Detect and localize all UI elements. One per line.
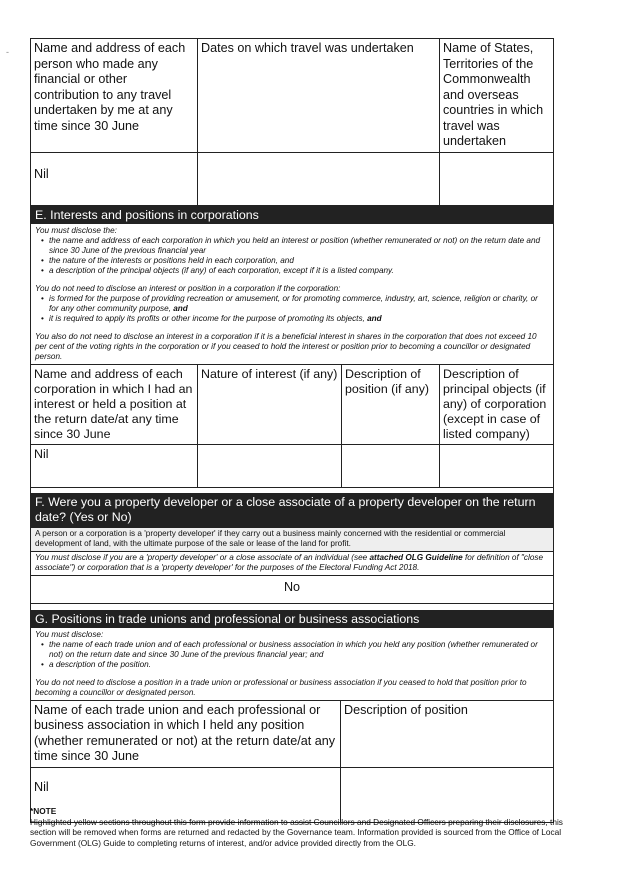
travel-header-contributor: Name and address of each person who made any financial or other contribution to any travel undertaken by me at any time since 30 June (31, 39, 198, 153)
list-item: • a description of the principal objects (if any) of each corporation, except if it is a listed company. (43, 266, 549, 276)
section-e-must-intro: You must disclose the: (35, 225, 117, 235)
list-item: • the name of each trade union and of each professional or business association in which you held any position (whether remunerated or not) on the return date and since 30 June of the previous financial year; and (43, 640, 549, 660)
corp-header-objects: Description of principal objects (if any) of corporation (except in case of listed company) (440, 364, 554, 444)
list-item: • the name and address of each corporation in which you held an interest or position (whether remunerated or not) on the return date and since 30 June of the previous financial year (43, 236, 549, 256)
section-g-must-intro: You must disclose: (35, 629, 104, 639)
travel-cell-dates (198, 152, 440, 205)
section-f-heading: F. Were you a property developer or a close associate of a property developer on the return date? (Yes or No) (30, 493, 554, 528)
corp-cell-nature (198, 444, 342, 487)
list-item: • is formed for the purpose of providing recreation or amusement, or for promoting commerce, industry, art, science, religion or charity, or for any other community purpose, and (43, 294, 549, 314)
union-cell-nil: Nil (31, 767, 341, 822)
section-e-also-text: You also do not need to disclose an interest in a corporation if it is a beneficial interest in shares in the corporation that does not exceed 10 per cent of the voting rights in the corporation or if you ceased to hold the interest or position prior to becoming a councillor or designated person. (35, 331, 537, 361)
table-header-row (31, 39, 554, 153)
travel-table (30, 38, 554, 206)
footnote-title: *NOTE (30, 806, 57, 816)
section-e-instructions (30, 224, 554, 364)
section-g-heading: G. Positions in trade unions and professional or business associations (30, 610, 554, 628)
union-header-description: Description of position (341, 700, 554, 767)
table-row (31, 444, 554, 487)
table-header-row (31, 700, 554, 767)
travel-header-dates: Dates on which travel was undertaken (198, 39, 440, 153)
footnote-text: Highlighted yellow sections throughout this form provide information to assist Councillors and Designated Officers preparing their disclosures, this section will be removed when forms are returned and redacted by the Governance team. Information provided is sourced from the Office of Local Government (OLG) Guide to completing returns of interest, and/or advice provided directly from the OLG. (30, 816, 563, 848)
travel-header-places: Name of States, Territories of the Commonwealth and overseas countries in which travel was undertaken (440, 39, 554, 153)
section-f-must-text: You must disclose if you are a 'property developer' or a close associate of an individual (see attached OLG Guideline for definition of "close associate") or corporation that is a 'property developer' for the purposes of the Electoral Funding Act 2018. (30, 551, 554, 575)
section-e-not-list (35, 294, 549, 324)
union-header-name: Name of each trade union and each professional or business association in which I held any position (whether remunerated or not) at the return date/at any time since 30 June (31, 700, 341, 767)
section-e-must-list (35, 236, 549, 276)
section-g-not-text: You do not need to disclose a position in a trade union or professional or business association if you ceased to hold that position prior to becoming a councillor or designated person. (35, 677, 527, 697)
list-item: • a description of the position. (43, 660, 549, 670)
section-e-heading: E. Interests and positions in corporations (30, 206, 554, 224)
trade-unions-table (30, 700, 554, 823)
section-g-instructions (30, 628, 554, 700)
section-f-answer: No (30, 575, 554, 604)
section-e-not-intro: You do not need to disclose an interest or position in a corporation if the corporation: (35, 283, 341, 293)
corp-header-nature: Nature of interest (if any) (198, 364, 342, 444)
table-row (31, 152, 554, 205)
corp-cell-nil: Nil (31, 444, 198, 487)
section-g-must-list (35, 640, 549, 670)
travel-cell-places (440, 152, 554, 205)
corporations-table (30, 364, 554, 488)
corp-header-position: Description of position (if any) (342, 364, 440, 444)
table-header-row (31, 364, 554, 444)
travel-cell-nil: Nil (31, 152, 198, 205)
corp-cell-objects (440, 444, 554, 487)
footnote (30, 806, 575, 848)
form-page (30, 38, 554, 823)
margin-mark: - (6, 47, 9, 57)
section-f-definition: A person or a corporation is a 'property developer' if they carry out a business mainly concerned with the residential or commercial development of land, with the ultimate purpose of the sale or lease of the land for profit. (30, 528, 554, 551)
list-item: • it is required to apply its profits or other income for the purpose of promoting its objects, and (43, 314, 549, 324)
list-item: • the nature of the interests or positions held in each corporation, and (43, 256, 549, 266)
corp-cell-position (342, 444, 440, 487)
corp-header-name: Name and address of each corporation in which I had an interest or held a position at the return date/at any time since 30 June (31, 364, 198, 444)
